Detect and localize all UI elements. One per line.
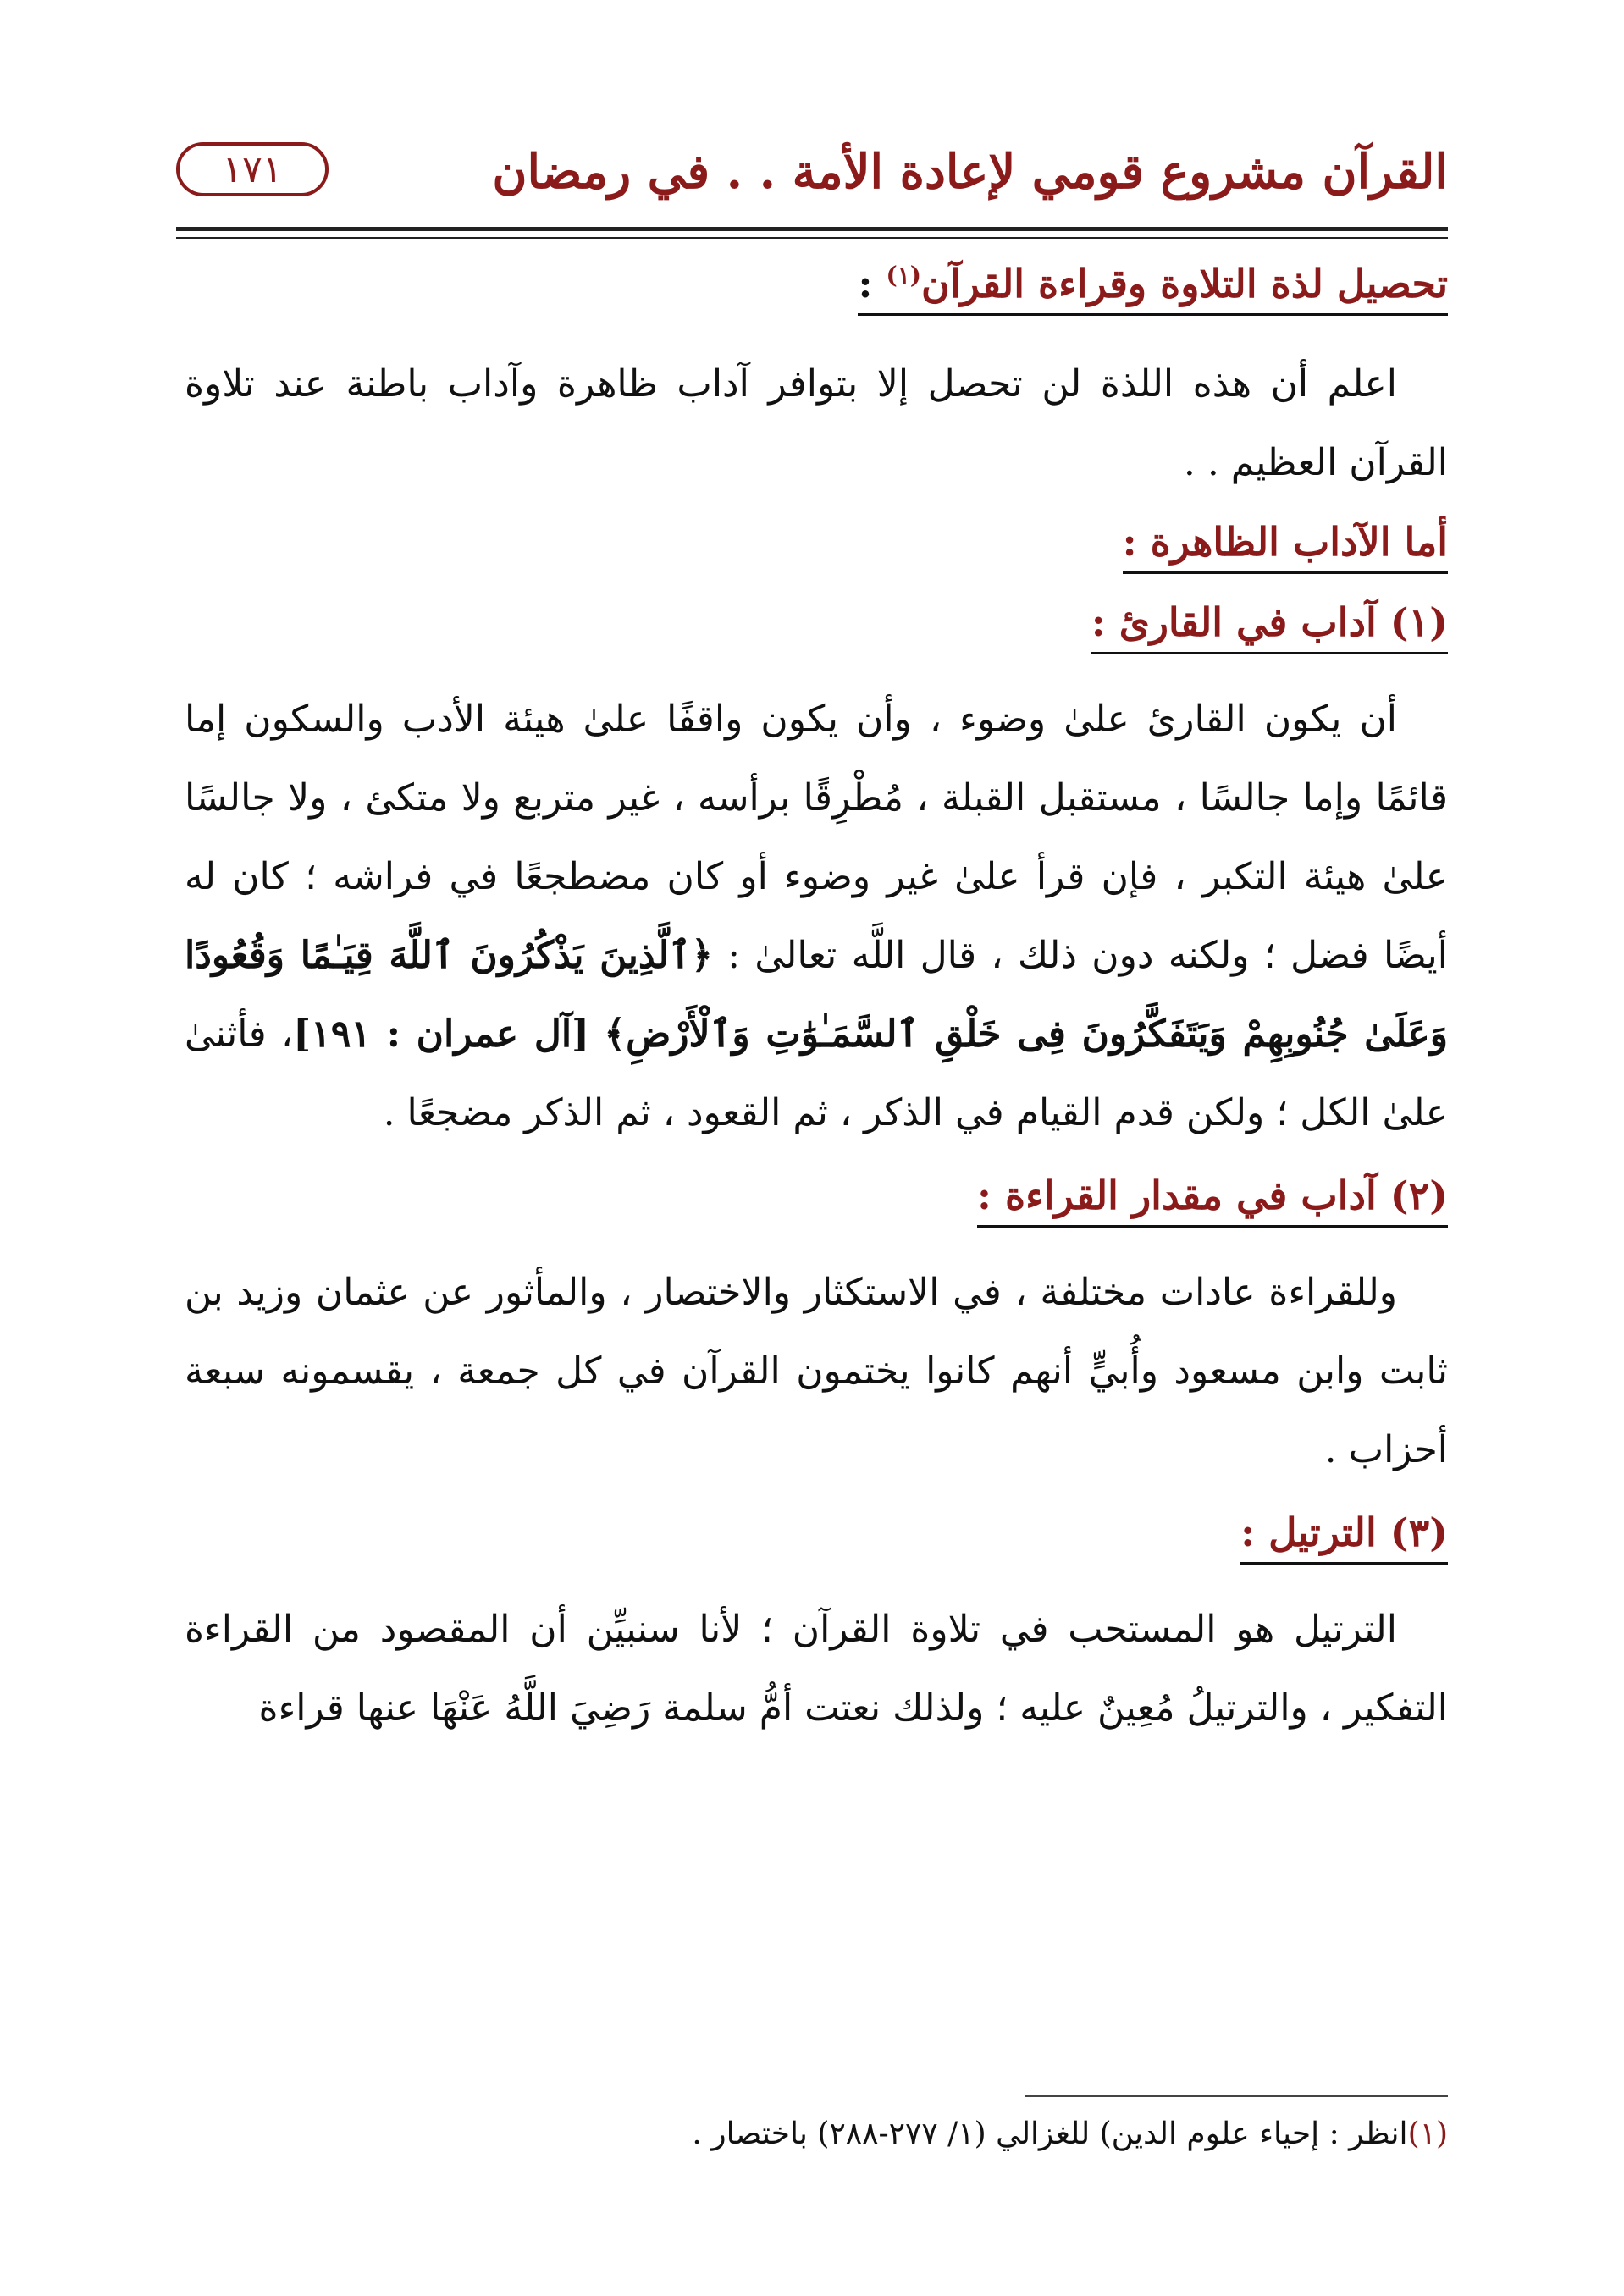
sub2-heading: (٢) آداب في مقدار القراءة : [977,1173,1448,1228]
sub3-heading: (٣) الترتيل : [1240,1510,1448,1565]
header-rule-thin [176,237,1448,239]
sub3-heading-wrap [185,1510,1448,1565]
page-content [185,254,1448,1747]
verse-source: [آل عمران : ١٩١] [293,1013,589,1056]
footnote [692,2117,1448,2151]
main-heading-colon: : [858,261,873,306]
running-header [176,135,1448,229]
footnote-text: انظر : إحياء علوم الدين) للغزالي (١/ ٢٧٧-٢٨٨) باختصار . [692,2117,1408,2151]
quran-verse: ﴿ٱلَّذِينَ يَذْكُرُونَ ٱللَّهَ قِيَـٰمًا وَقُعُودًا وَعَلَىٰ جُنُوبِهِمْ وَيَتَفَكَّرُونَ فِى خَلْقِ ٱلسَّمَـٰوَٰتِ وَٱلْأَرْضِ﴾ [185,934,1448,1056]
main-heading [858,261,1448,316]
outer-manners-heading: أما الآداب الظاهرة : [1123,519,1448,574]
running-title: القرآن مشروع قومي لإعادة الأمة . . في رمضان [492,144,1448,200]
header-rule-thick [176,227,1448,231]
main-heading-text: تحصيل لذة التلاوة وقراءة القرآن [921,261,1448,306]
footnote-ref: (١) [886,261,922,290]
intro-paragraph: اعلم أن هذه اللذة لن تحصل إلا بتوافر آداب ظاهرة وآداب باطنة عند تلاوة القرآن العظيم . . [185,362,1448,484]
sub1-heading-wrap [185,599,1448,654]
sub2-paragraph: وللقراءة عادات مختلفة ، في الاستكثار والاختصار ، والمأثور عن عثمان وزيد بن ثابت وابن مسعود وأُبيٍّ أنهم كانوا يختمون القرآن في كل جمعة ، يقسمونه سبعة أحزاب . [185,1271,1448,1471]
sub1-heading: (١) آداب في القارئ : [1091,599,1448,654]
sub1-paragraph-start: أن يكون القارئ علىٰ وضوء ، وأن يكون واقفًا علىٰ هيئة الأدب والسكون إما قائمًا وإما جالسًا ، مستقبل القبلة ، مُطْرِقًا برأسه ، غير متربع ولا متكئ ، ولا جالسًا علىٰ هيئة التكبر ، فإن قرأ علىٰ غير وضوء أو كان مضطجعًا في فراشه ؛ كان له أيضًا فضل ؛ ولكنه دون ذلك ، قال اللَّه تعالىٰ : [185,698,1448,977]
sub1-paragraph-end: ، فأثنىٰ علىٰ الكل ؛ ولكن قدم القيام في الذكر ، ثم القعود ، ثم الذكر مضجعًا . [185,1013,1448,1134]
footnote-number: (١) [1407,2117,1448,2151]
page-number: ١٧١ [176,142,329,196]
sub1-paragraph [185,680,1448,1152]
sub2-heading-wrap [185,1173,1448,1228]
sub3-paragraph: الترتيل هو المستحب في تلاوة القرآن ؛ لأنا سنبيِّن أن المقصود من القراءة التفكير ، والترتيلُ مُعِينٌ عليه ؛ ولذلك نعتت أمُّ سلمة رَضِيَ اللَّهُ عَنْهَا عنها قراءة [185,1608,1448,1730]
main-heading-wrap [185,261,1448,316]
outer-manners-heading-wrap [185,519,1448,574]
footnote-rule [1025,2095,1448,2097]
